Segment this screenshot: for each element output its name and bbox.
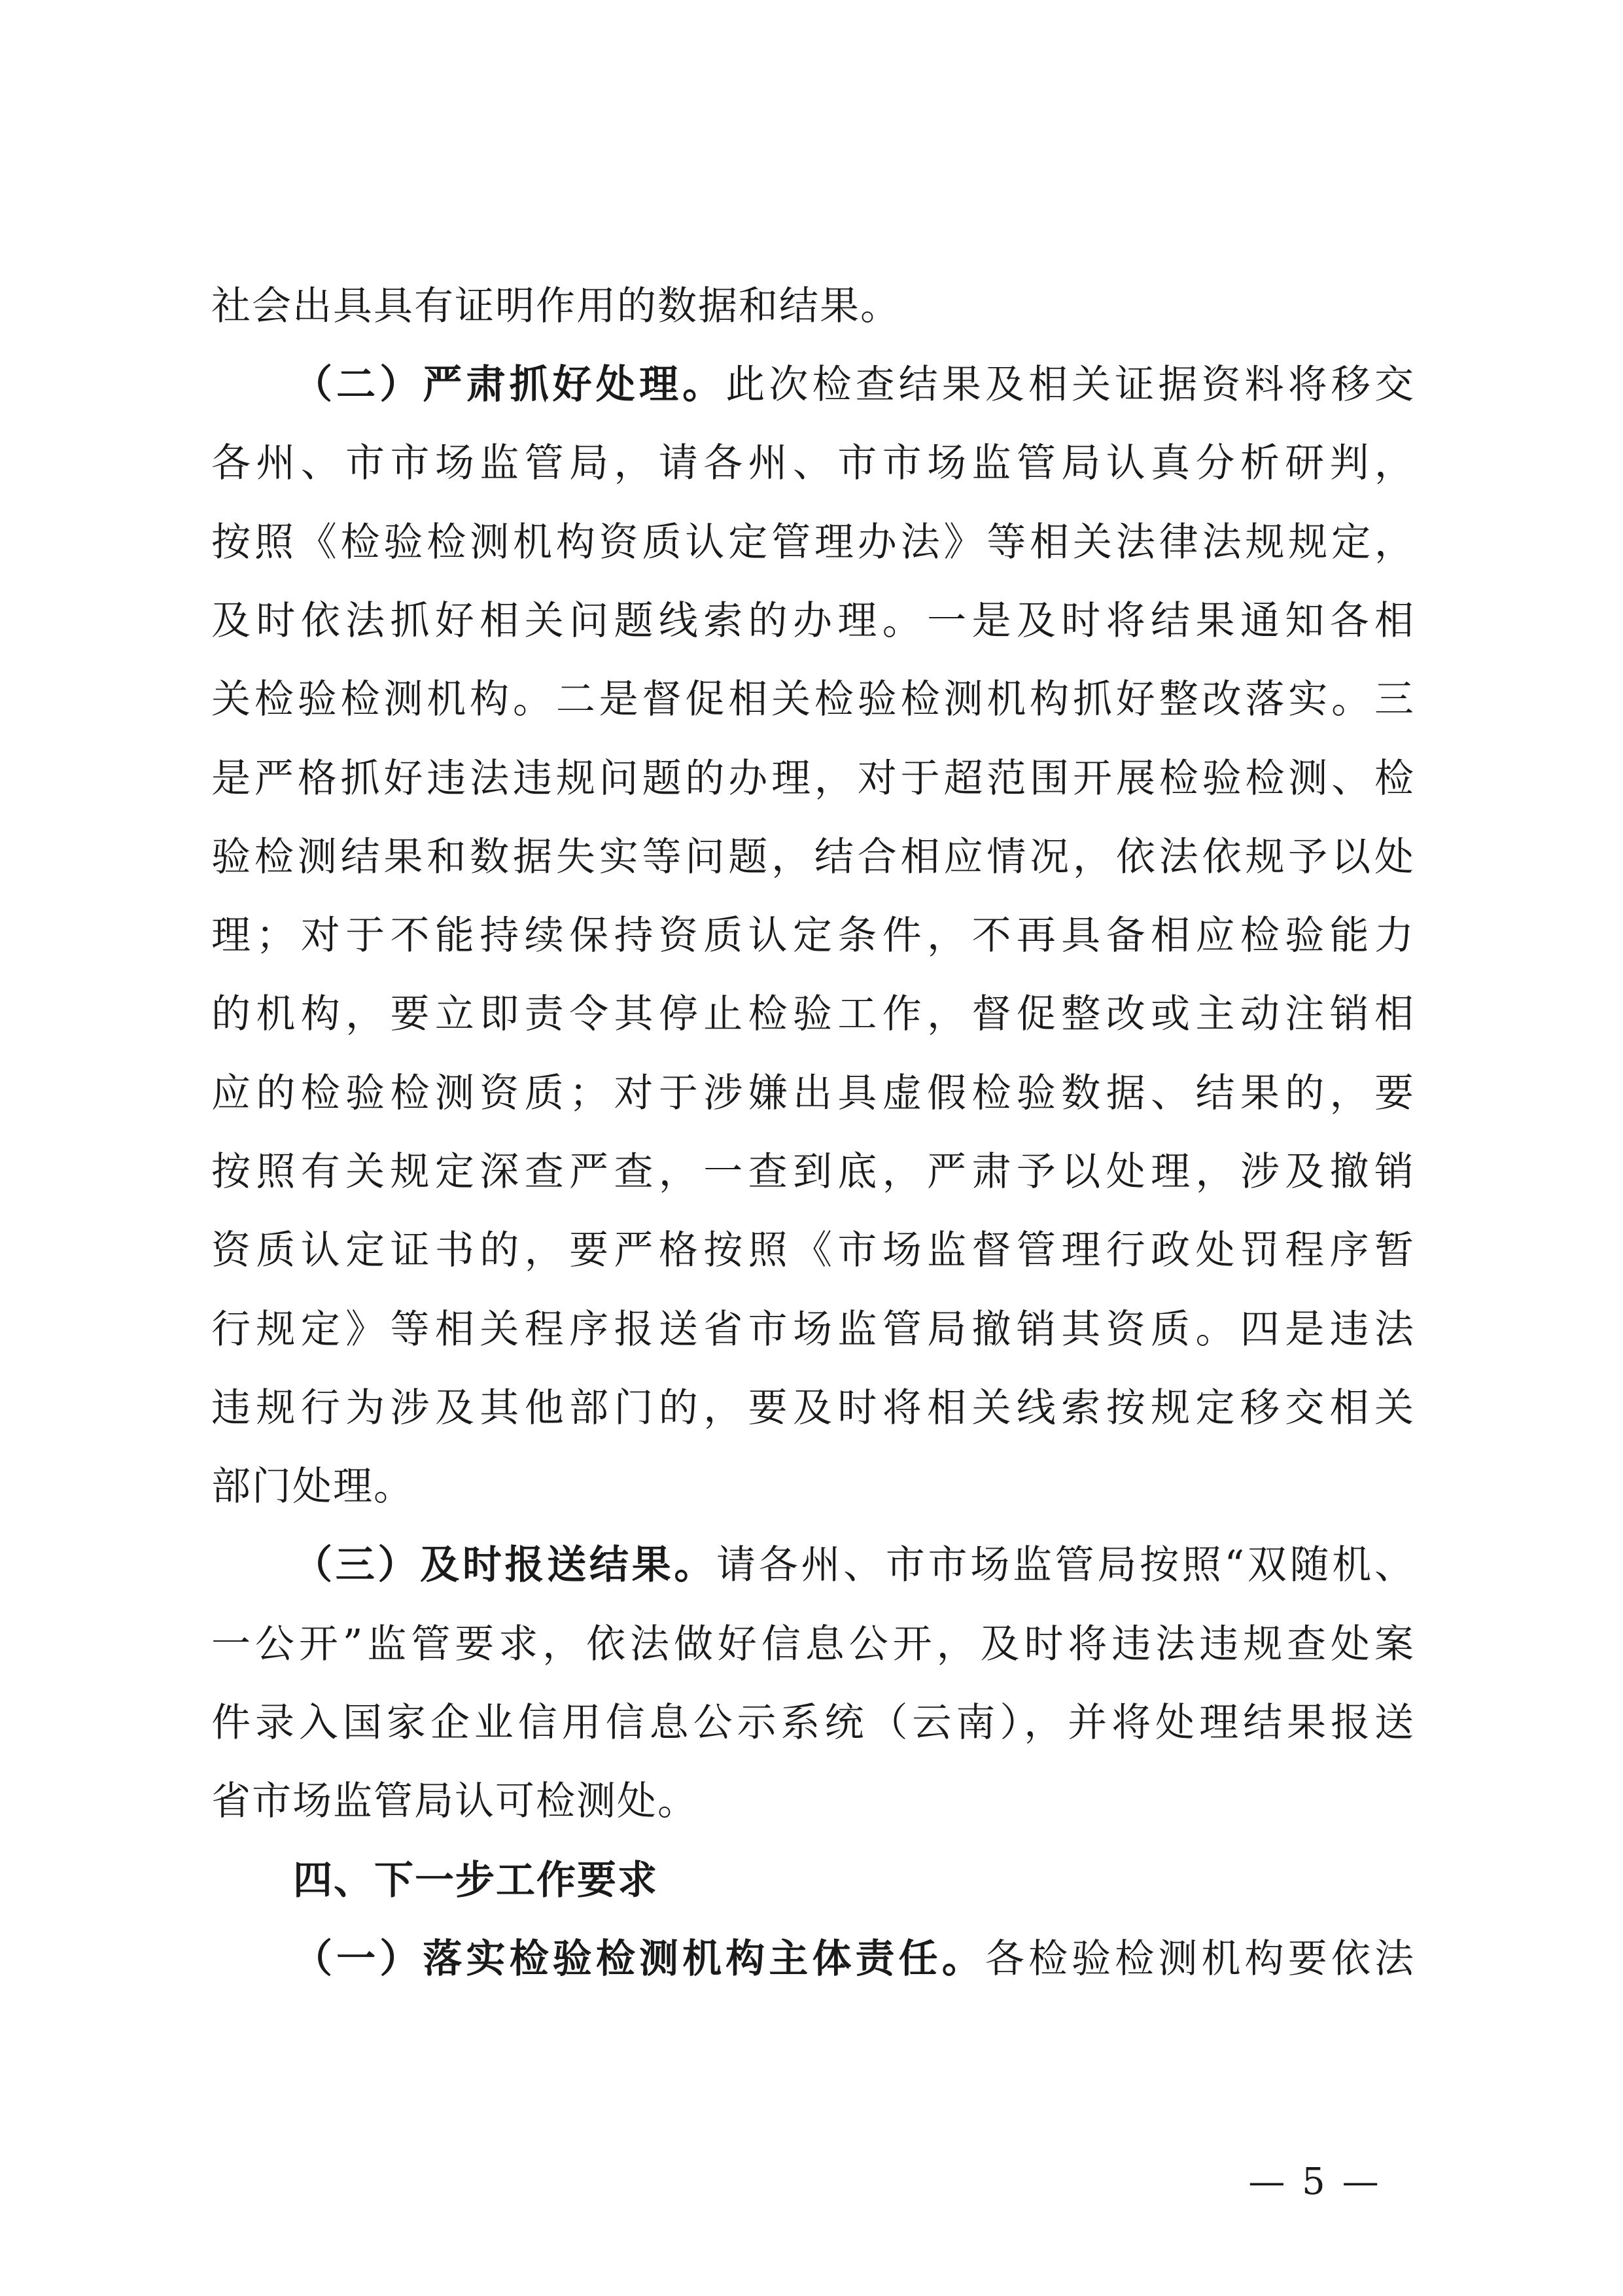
paragraph-line-3: [211, 437, 1415, 489]
line-text: 各检验检测机构要依法: [985, 1936, 1416, 1982]
paragraph-line-13: [211, 1224, 1415, 1277]
section-heading: 四、下一步工作要求: [293, 1858, 658, 1903]
paragraph-line-10: [211, 988, 1415, 1040]
paragraph-line-8: [211, 831, 1415, 883]
paragraph-line-2: [293, 359, 1415, 411]
line-text: 社会出具具有证明作用的数据和结果。: [211, 283, 901, 329]
line-text: 及时依法抓好相关问题线索的办理。一是及时将结果通知各相: [211, 598, 1415, 644]
line-text: 行规定》等相关程序报送省市场监管局撤销其资质。四是违法: [211, 1307, 1415, 1352]
line-text: 部门处理。: [211, 1464, 414, 1510]
line-text: 按照《检验检测机构资质认定管理办法》等相关法律法规规定，: [211, 520, 1415, 565]
line-text: 应的检验检测资质；对于涉嫌出具虚假检验数据、结果的，要: [211, 1070, 1415, 1116]
paragraph-line-20: [211, 1775, 698, 1828]
paragraph-line-21: [293, 1933, 1415, 1985]
paragraph-line-19: [211, 1697, 1415, 1749]
paragraph-line-11: [211, 1067, 1415, 1120]
paragraph-line-18: [211, 1618, 1415, 1670]
paragraph-line-14: [211, 1303, 1415, 1356]
paragraph-line-15: [211, 1382, 1415, 1434]
page-number: — 5 —: [1248, 2161, 1382, 2203]
line-text: 理；对于不能持续保持资质认定条件，不再具备相应检验能力: [211, 913, 1415, 959]
line-text: 验检测结果和数据失实等问题，结合相应情况，依法依规予以处: [211, 834, 1415, 880]
subsection-title: （二）严肃抓好处理。: [293, 362, 726, 408]
paragraph-line-16: [211, 1460, 414, 1513]
paragraph-line-12: [211, 1146, 1415, 1198]
paragraph-line-4: [211, 516, 1415, 569]
line-text: 请各州、市市场监管局按照“双随机、: [716, 1542, 1415, 1588]
paragraph-line-7: [211, 752, 1415, 805]
line-text: 各州、市市场监管局，请各州、市市场监管局认真分析研判，: [211, 440, 1415, 486]
line-text: 关检验检测机构。二是督促相关检验检测机构抓好整改落实。三: [211, 677, 1415, 722]
line-text: 一公开”监管要求，依法做好信息公开，及时将违法违规查处案: [211, 1621, 1415, 1667]
subsection-title: （一）落实检验检测机构主体责任。: [293, 1936, 985, 1982]
paragraph-line-5: [211, 595, 1415, 647]
line-text: 此次检查结果及相关证据资料将移交: [725, 362, 1416, 408]
paragraph-line-6: [211, 673, 1415, 726]
line-text: 的机构，要立即责令其停止检验工作，督促整改或主动注销相: [211, 991, 1415, 1037]
line-text: 按照有关规定深查严查，一查到底，严肃予以处理，涉及撤销: [211, 1149, 1415, 1195]
line-text: 省市场监管局认可检测处。: [211, 1778, 698, 1824]
paragraph-line-9: [211, 910, 1415, 962]
line-text: 违规行为涉及其他部门的，要及时将相关线索按规定移交相关: [211, 1385, 1415, 1431]
subsection-title: （三）及时报送结果。: [293, 1542, 717, 1588]
paragraph-line-17: [293, 1539, 1415, 1591]
line-text: 资质认定证书的，要严格按照《市场监督管理行政处罚程序暂: [211, 1227, 1415, 1273]
line-text: 件录入国家企业信用信息公示系统（云南），并将处理结果报送: [211, 1700, 1415, 1746]
paragraph-line-1: [211, 280, 901, 332]
line-text: 是严格抓好违法违规问题的办理，对于超范围开展检验检测、检: [211, 756, 1415, 802]
